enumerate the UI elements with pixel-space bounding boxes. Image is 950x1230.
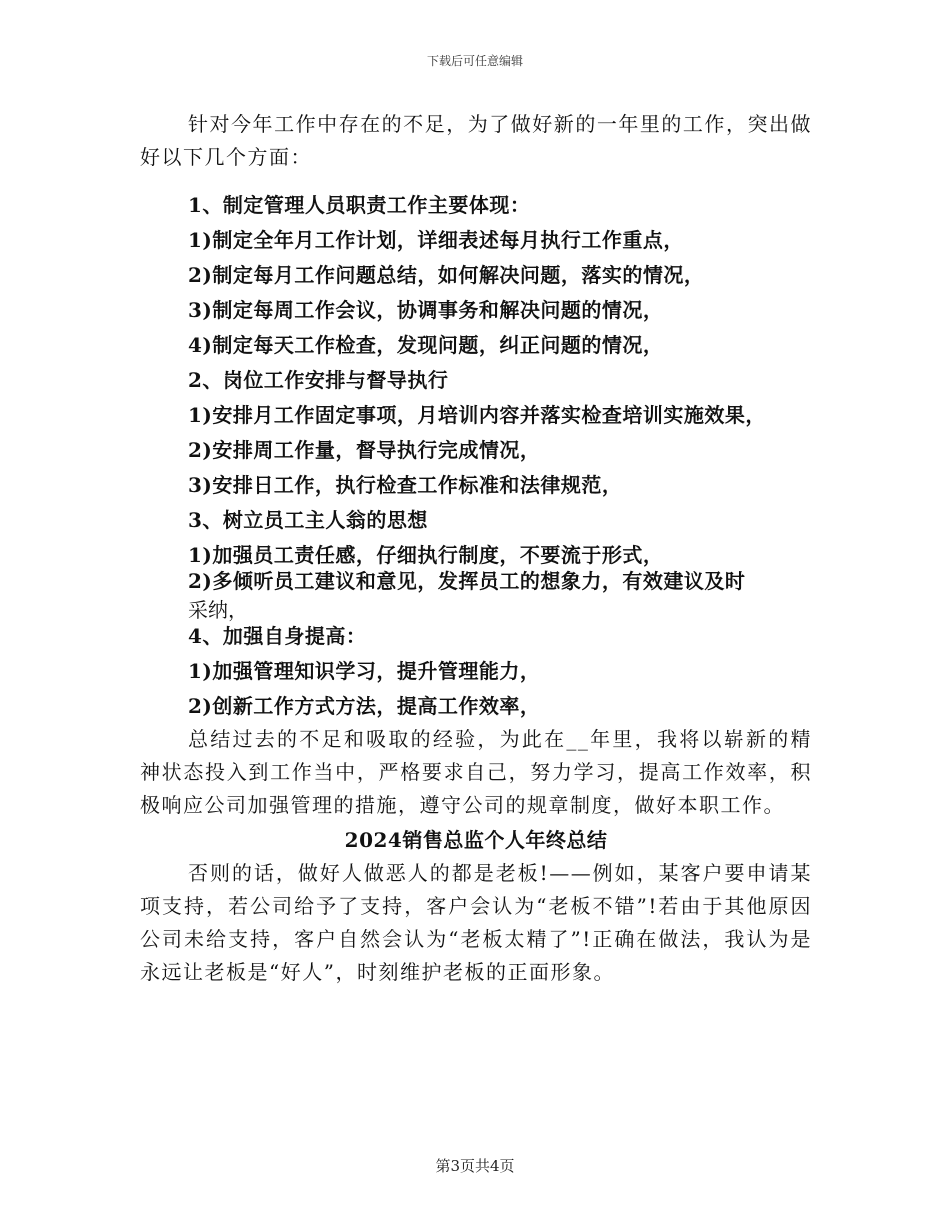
intro-paragraph: 针对今年工作中存在的不足，为了做好新的一年里的工作，突出做好以下几个方面： [140, 112, 812, 169]
page-header-note: 下载后可任意编辑 [426, 54, 523, 68]
list-item: 2)安排周工作量，督导执行完成情况， [188, 438, 541, 462]
list-item: 1、制定管理人员职责工作主要体现： [188, 193, 531, 217]
list-item-text: 2)多倾听员工建议和意见，发挥员工的想象力，有效建议及时 [188, 569, 746, 593]
list-item: 1)制定全年月工作计划，详细表述每月执行工作重点， [188, 228, 684, 252]
list-item: 1)加强管理知识学习，提升管理能力， [188, 659, 541, 683]
list-item: 2)创新工作方式方法，提高工作效率， [188, 694, 541, 718]
list-item: 1)安排月工作固定事项，月培训内容并落实检查培训实施效果， [188, 403, 766, 427]
summary-paragraph: 总结过去的不足和吸取的经验，为此在__年里，我将以崭新的精神状态投入到工作当中，严格要求自己，努力学习，提高工作效率，积极响应公司加强管理的措施，遵守公司的规章制度，做好本职工作。 [140, 727, 812, 817]
plan-list [140, 192, 812, 719]
list-item: 4)制定每天工作检查，发现问题，纠正问题的情况， [188, 333, 664, 357]
list-item: 2、岗位工作安排与督导执行 [188, 368, 449, 392]
page-number: 第3页共4页 [435, 1157, 515, 1175]
section-title: 2024销售总监个人年终总结 [344, 828, 608, 852]
document-body [140, 108, 812, 989]
list-item: 2)制定每月工作问题总结，如何解决问题，落实的情况， [188, 263, 705, 287]
list-item: 1)加强员工责任感，仔细执行制度，不要流于形式， [188, 543, 664, 567]
list-item: 3)安排日工作，执行检查工作标准和法律规范， [188, 473, 623, 497]
list-item: 4、加强自身提高： [188, 624, 367, 648]
section-body-paragraph: 否则的话，做好人做恶人的都是老板!——例如，某客户要申请某项支持，若公司给予了支持，客户会认为“老板不错”!若由于其他原因公司未给支持，客户自然会认为“老板太精了”!正确在做法，我认为是永远让老板是“好人”，时刻维护老板的正面形象。 [140, 861, 812, 984]
list-item-wrapped [140, 568, 812, 623]
list-item: 3)制定每周工作会议，协调事务和解决问题的情况， [188, 298, 664, 322]
list-item: 3、树立员工主人翁的思想 [188, 508, 428, 532]
list-item-continuation: 采纳， [188, 598, 248, 622]
